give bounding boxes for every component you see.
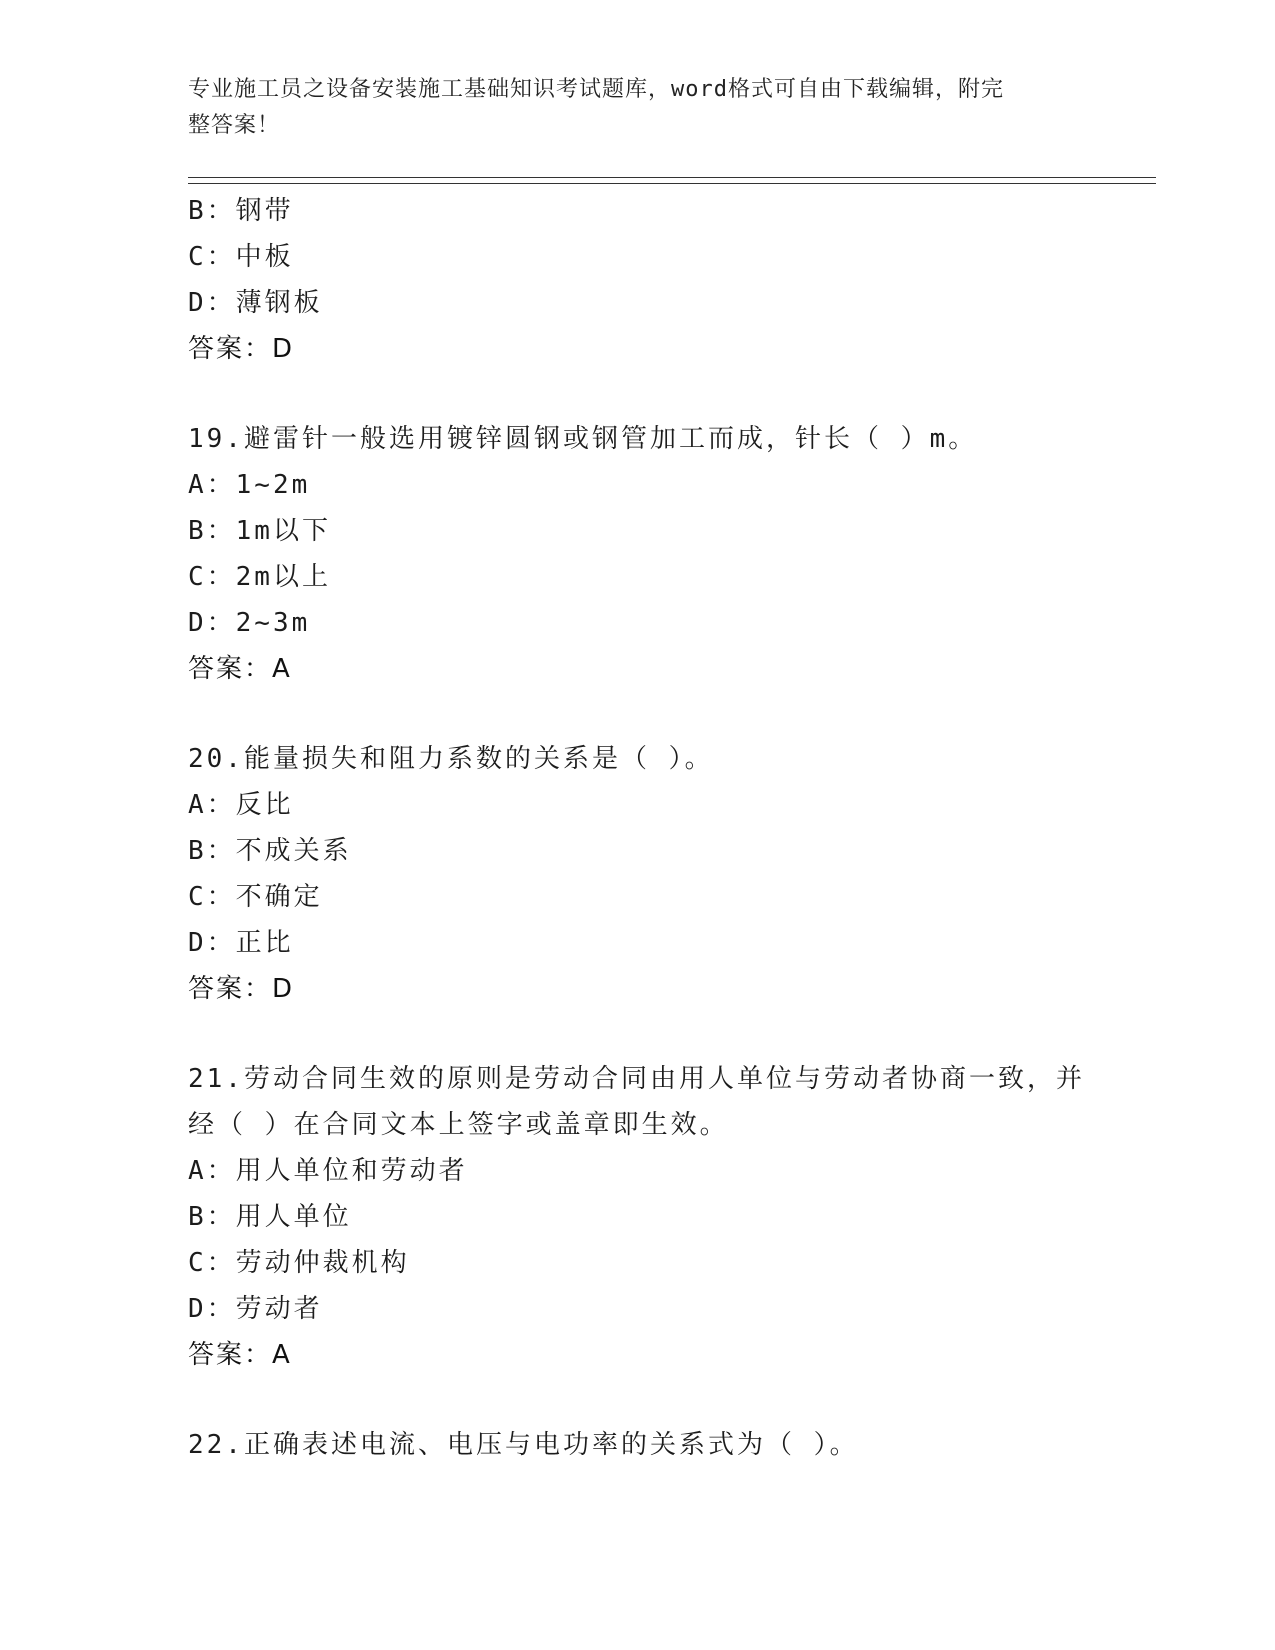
header-line-2: 整答案！: [188, 113, 281, 138]
spacer: [188, 1012, 1088, 1056]
option-c: C：劳动仲裁机构: [188, 1248, 410, 1278]
option-a: A：1~2m: [188, 470, 311, 500]
spacer: [188, 1378, 1088, 1422]
question-fragment: [188, 188, 1088, 372]
question-stem: 20.能量损失和阻力系数的关系是（ ）。: [188, 744, 714, 774]
answer-line: 答案：D: [188, 974, 295, 1004]
question-19: [188, 416, 1088, 692]
option-a: A：用人单位和劳动者: [188, 1156, 468, 1186]
answer-line: 答案：A: [188, 1340, 292, 1370]
question-stem-line-2: 经（ ）在合同文本上签字或盖章即生效。: [188, 1110, 729, 1140]
answer-line: 答案：D: [188, 334, 295, 364]
question-21: [188, 1056, 1088, 1378]
option-c: C：2m以上: [188, 562, 331, 592]
option-d: D：2~3m: [188, 608, 311, 638]
option-a: A：反比: [188, 790, 294, 820]
option-d: D：劳动者: [188, 1294, 323, 1324]
question-22: [188, 1422, 1088, 1468]
question-stem: 19.避雷针一般选用镀锌圆钢或钢管加工而成，针长（ ）m。: [188, 424, 978, 454]
option-b: B：1m以下: [188, 516, 331, 546]
header-divider-top: [188, 177, 1156, 178]
question-20: [188, 736, 1088, 1012]
spacer: [188, 372, 1088, 416]
option-c: C：中板: [188, 242, 294, 272]
question-stem: 22.正确表述电流、电压与电功率的关系式为（ ）。: [188, 1430, 859, 1460]
question-stem-line-1: 21.劳动合同生效的原则是劳动合同由用人单位与劳动者协商一致，并: [188, 1064, 1085, 1094]
option-d: D：薄钢板: [188, 288, 323, 318]
spacer: [188, 692, 1088, 736]
answer-line: 答案：A: [188, 654, 292, 684]
option-b: B：不成关系: [188, 836, 352, 866]
option-b: B：钢带: [188, 196, 294, 226]
question-list: [188, 188, 1088, 1468]
document-header: [188, 72, 1068, 144]
option-c: C：不确定: [188, 882, 323, 912]
option-d: D：正比: [188, 928, 294, 958]
option-b: B：用人单位: [188, 1202, 352, 1232]
header-line-1: 专业施工员之设备安装施工基础知识考试题库，word格式可自由下载编辑，附完: [188, 77, 1004, 102]
header-divider-bottom: [188, 183, 1156, 184]
